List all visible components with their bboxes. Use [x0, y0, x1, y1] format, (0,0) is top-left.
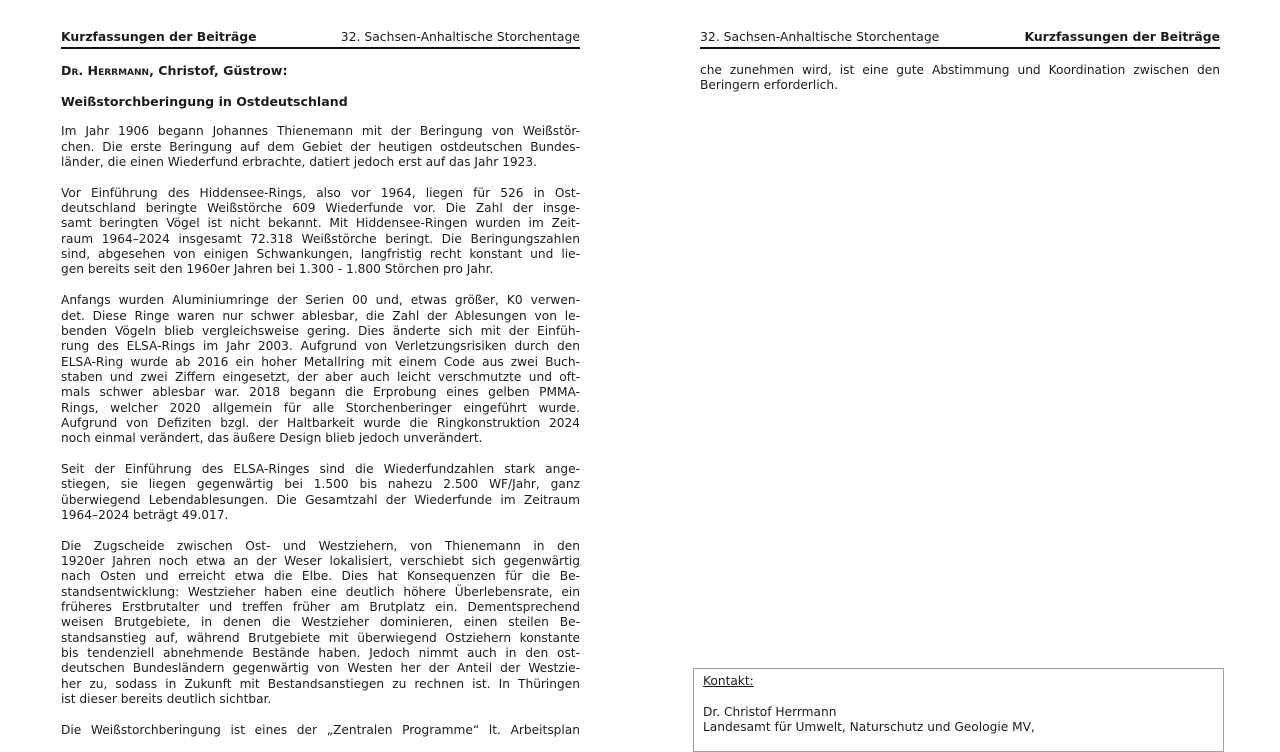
article-title: Weißstorchberingung in Ostdeutschland: [61, 93, 348, 109]
text-line: früheres Erstbrutalter und treffen früher am Brutplatz ein. Dementsprechend: [61, 600, 580, 615]
text-line: ist dieser bereits deutlich sichtbar.: [61, 692, 272, 707]
paragraph: [61, 462, 580, 523]
text-line: nach Osten und erreicht etwa die Elbe. Dies hat Konsequenzen für die Be-: [61, 569, 580, 584]
contact-label: Kontakt:: [703, 674, 754, 688]
text-line: rung des ELSA-Rings im Jahr 2003. Aufgrund von Verletzungsrisiken durch den: [61, 339, 580, 354]
paragraph: [61, 293, 580, 446]
page-header-right: [700, 29, 1220, 49]
text-line: 1964–2024 beträgt 49.017.: [61, 507, 229, 522]
text-line: 1920er Jahren noch etwa an der Weser lokalisiert, verschiebt sich gegenwärtig: [61, 554, 580, 568]
text-line: benden Vögeln blieb vergleichsweise gering. Dies änderte sich mit der Einfüh-: [61, 323, 580, 338]
contact-name: Dr. Christof Herrmann: [703, 704, 837, 719]
contact-organization: Landesamt für Umwelt, Naturschutz und Geologie MV,: [703, 720, 1035, 735]
text-line: Seit der Einführung des ELSA-Ringes sind die Wiederfundzahlen stark ange-: [61, 461, 580, 476]
text-line: ELSA-Ring wurde ab 2016 ein hoher Metallring mit einem Code aus zwei Buch-: [61, 354, 580, 369]
text-line: staben und zwei Ziffern eingesetzt, der aber auch leicht verschmutzte und oft-: [61, 369, 580, 384]
paragraph: [700, 63, 1220, 94]
text-line: samt beringten Vögel ist nicht bekannt. Mit Hiddensee-Ringen wurden im Zeit-: [61, 216, 580, 231]
text-line: mals schwer ablesbar war. 2018 begann die Erprobung eines gelben PMMA-: [61, 385, 580, 400]
text-line: noch einmal verändert, das äußere Design blieb jedoch unverändert.: [61, 431, 483, 446]
text-line: Vor Einführung des Hiddensee-Rings, also vor 1964, liegen für 526 in Ost-: [61, 185, 580, 200]
text-line: standsanstieg auf, während Brutgebiete mit überwiegend Ostziehern konstante: [61, 630, 580, 645]
text-line: länder, die einen Wiederfund erbrachte, datiert jedoch erst auf das Jahr 1923.: [61, 155, 537, 170]
text-line: überwiegend Lebendablesungen. Die Gesamtzahl der Wiederfunde im Zeitraum: [61, 492, 580, 507]
text-line: chen. Die erste Beringung auf dem Gebiet der heutigen ostdeutschen Bundes-: [61, 139, 580, 154]
blank-line: [703, 689, 1214, 704]
text-line: Rings, welcher 2020 allgemein für alle Storchenberinger eingeführt wurde.: [61, 400, 580, 415]
author-line: [61, 63, 580, 78]
page-left: [61, 29, 580, 738]
paragraph: [61, 723, 580, 738]
paragraph: [61, 539, 580, 708]
text-line: deutschland beringte Weißstörche 609 Wiederfunde vor. Die Zahl der insge-: [61, 201, 580, 216]
text-line: Aufgrund von Defiziten bzgl. der Haltbarkeit wurde die Ringkonstruktion 2024: [61, 415, 580, 430]
contact-box: [693, 668, 1224, 752]
text-line: weisen Brutgebiete, in denen die Westzieher dominieren, einen steilen Be-: [61, 615, 580, 630]
author-name: Dr. Herrmann: [61, 63, 150, 78]
text-line: sind, abgesehen von einigen Schwankungen, langfristig recht konstant und lie-: [61, 247, 580, 262]
text-line: Anfangs wurden Aluminiumringe der Serien 00 und, etwas größer, K0 verwen-: [61, 293, 580, 308]
running-head-event: 32. Sachsen-Anhaltische Storchentage: [700, 29, 940, 44]
text-line: gen bereits seit den 1960er Jahren bei 1.300 - 1.800 Störchen pro Jahr.: [61, 262, 494, 277]
text-line: bis tendenziell abnehmende Bestände haben. Jedoch nimmt auch in den ost-: [61, 646, 580, 661]
page-right: [700, 29, 1220, 94]
text-line: deutschen Bundesländern gegenwärtig von Westen her der Anteil der Westzie-: [61, 661, 580, 676]
text-line: stiegen, sie liegen gegenwärtig bei 1.500 bis nahezu 2.500 WF/Jahr, ganz: [61, 477, 580, 492]
text-line: raum 1964–2024 insgesamt 72.318 Weißstörche beringt. Die Beringungszahlen: [61, 231, 580, 246]
author-rest: , Christof, Güstrow:: [149, 63, 288, 78]
article-body-right: [700, 63, 1220, 94]
text-line: Beringern erforderlich.: [700, 78, 838, 93]
text-line: Die Weißstorchberingung ist eines der „Zentralen Programme“ lt. Arbeitsplan: [61, 722, 580, 737]
article-body-left: [61, 124, 580, 738]
text-line: standsentwicklung: Westzieher haben eine deutlich höhere Überlebensrate, ein: [61, 584, 580, 599]
running-head-event: 32. Sachsen-Anhaltische Storchentage: [340, 29, 580, 44]
text-line: det. Diese Ringe waren nur schwer ablesbar, die Zahl der Ablesungen von le-: [61, 308, 580, 323]
text-line: Die Zugscheide zwischen Ost- und Westziehern, von Thienemann in den: [61, 538, 580, 553]
text-line: Im Jahr 1906 begann Johannes Thienemann mit der Beringung von Weißstör-: [61, 124, 580, 139]
paragraph: [61, 186, 580, 278]
paragraph: [61, 124, 580, 170]
page-header-left: [61, 29, 580, 49]
text-line: her zu, sodass in Zukunft mit Bestandsanstiegen zu rechnen ist. In Thüringen: [61, 676, 580, 691]
running-head-title: Kurzfassungen der Beiträge: [61, 29, 257, 44]
text-line: che zunehmen wird, ist eine gute Abstimmung und Koordination zwischen den: [700, 63, 1220, 77]
running-head-title: Kurzfassungen der Beiträge: [1024, 29, 1220, 44]
